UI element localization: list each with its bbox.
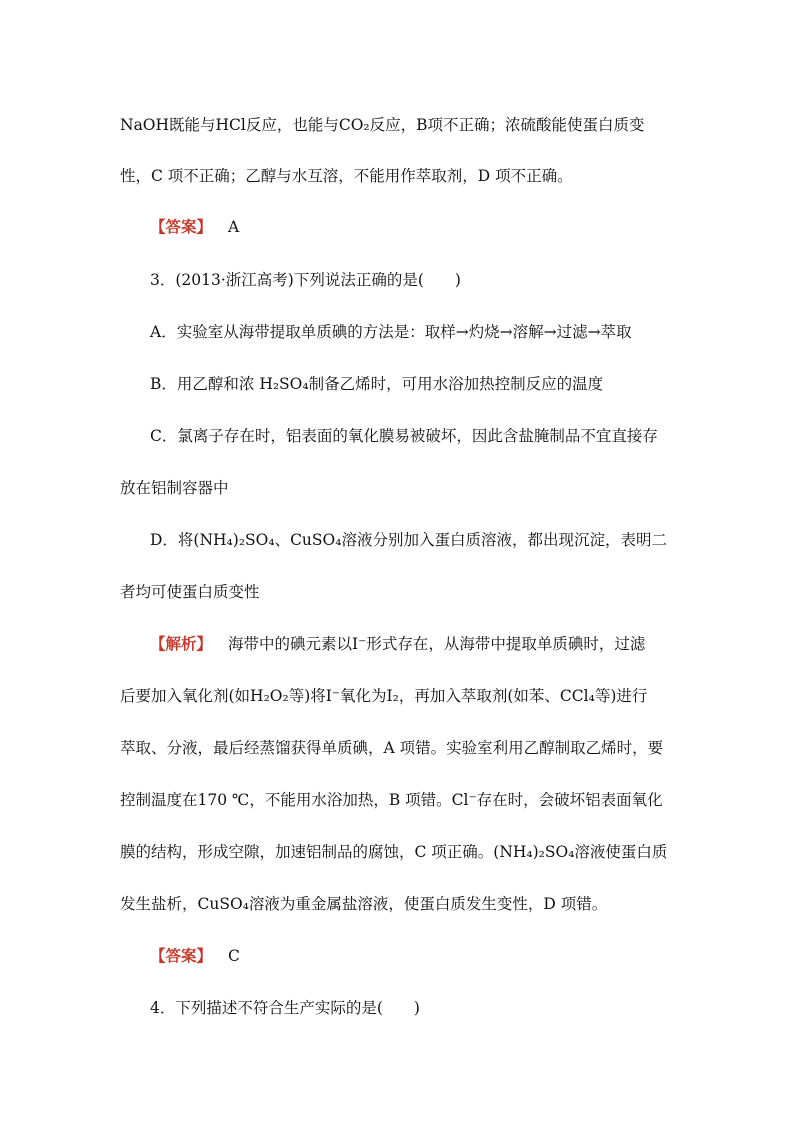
analysis-line-6: 发生盐析，CuSO₄溶液为重金属盐溶液，使蛋白质发生变性，D 项错。	[120, 895, 608, 913]
q3-option-c-line-1: C．氯离子存在时，铝表面的氧化膜易被破坏，因此含盐腌制品不宜直接存	[150, 427, 658, 445]
answer-tag: 【答案】	[150, 217, 213, 236]
question-3-stem: 3．(2013·浙江高考)下列说法正确的是( )	[150, 271, 461, 289]
answer-row	[150, 217, 684, 237]
analysis-line-2: 后要加入氧化剂(如H₂O₂等)将I⁻氧化为I₂，再加入萃取剂(如苯、CCl₄等)进行	[120, 687, 648, 705]
answer-q3-tag: 【答案】	[150, 946, 213, 965]
q3-option-a: A．实验室从海带提取单质碘的方法是：取样→灼烧→溶解→过滤→萃取	[150, 323, 632, 341]
prev-explanation-line-2: 性，C 项不正确；乙醇与水互溶，不能用作萃取剂，D 项不正确。	[120, 167, 573, 185]
analysis-tag: 【解析】	[150, 634, 213, 653]
answer-q3-value: C	[228, 947, 240, 965]
q3-option-b: B．用乙醇和浓 H₂SO₄制备乙烯时，可用水浴加热控制反应的温度	[150, 375, 604, 393]
analysis-line-3: 萃取、分液，最后经蒸馏获得单质碘，A 项错。实验室利用乙醇制取乙烯时，要	[120, 739, 664, 757]
q3-option-d-line-1: D．将(NH₄)₂SO₄、CuSO₄溶液分别加入蛋白质溶液，都出现沉淀，表明二	[150, 531, 667, 549]
question-4-stem: 4．下列描述不符合生产实际的是( )	[150, 999, 420, 1017]
analysis-text-1: 海带中的碘元素以I⁻形式存在，从海带中提取单质碘时，过滤	[228, 635, 646, 653]
analysis-line-5: 膜的结构，形成空隙，加速铝制品的腐蚀，C 项正确。(NH₄)₂SO₄溶液使蛋白质	[120, 843, 668, 861]
answer-q3-row	[150, 946, 684, 966]
q3-option-c-line-2: 放在铝制容器中	[120, 479, 229, 497]
analysis-line-1	[150, 634, 684, 654]
answer-value: A	[228, 218, 240, 236]
prev-explanation-line-1: NaOH既能与HCl反应，也能与CO₂反应，B项不正确；浓硫酸能使蛋白质变	[120, 116, 645, 134]
analysis-line-4: 控制温度在170 ℃，不能用水浴加热，B 项错。Cl⁻存在时，会破坏铝表面氧化	[120, 791, 663, 809]
q3-option-d-line-2: 者均可使蛋白质变性	[120, 583, 260, 601]
